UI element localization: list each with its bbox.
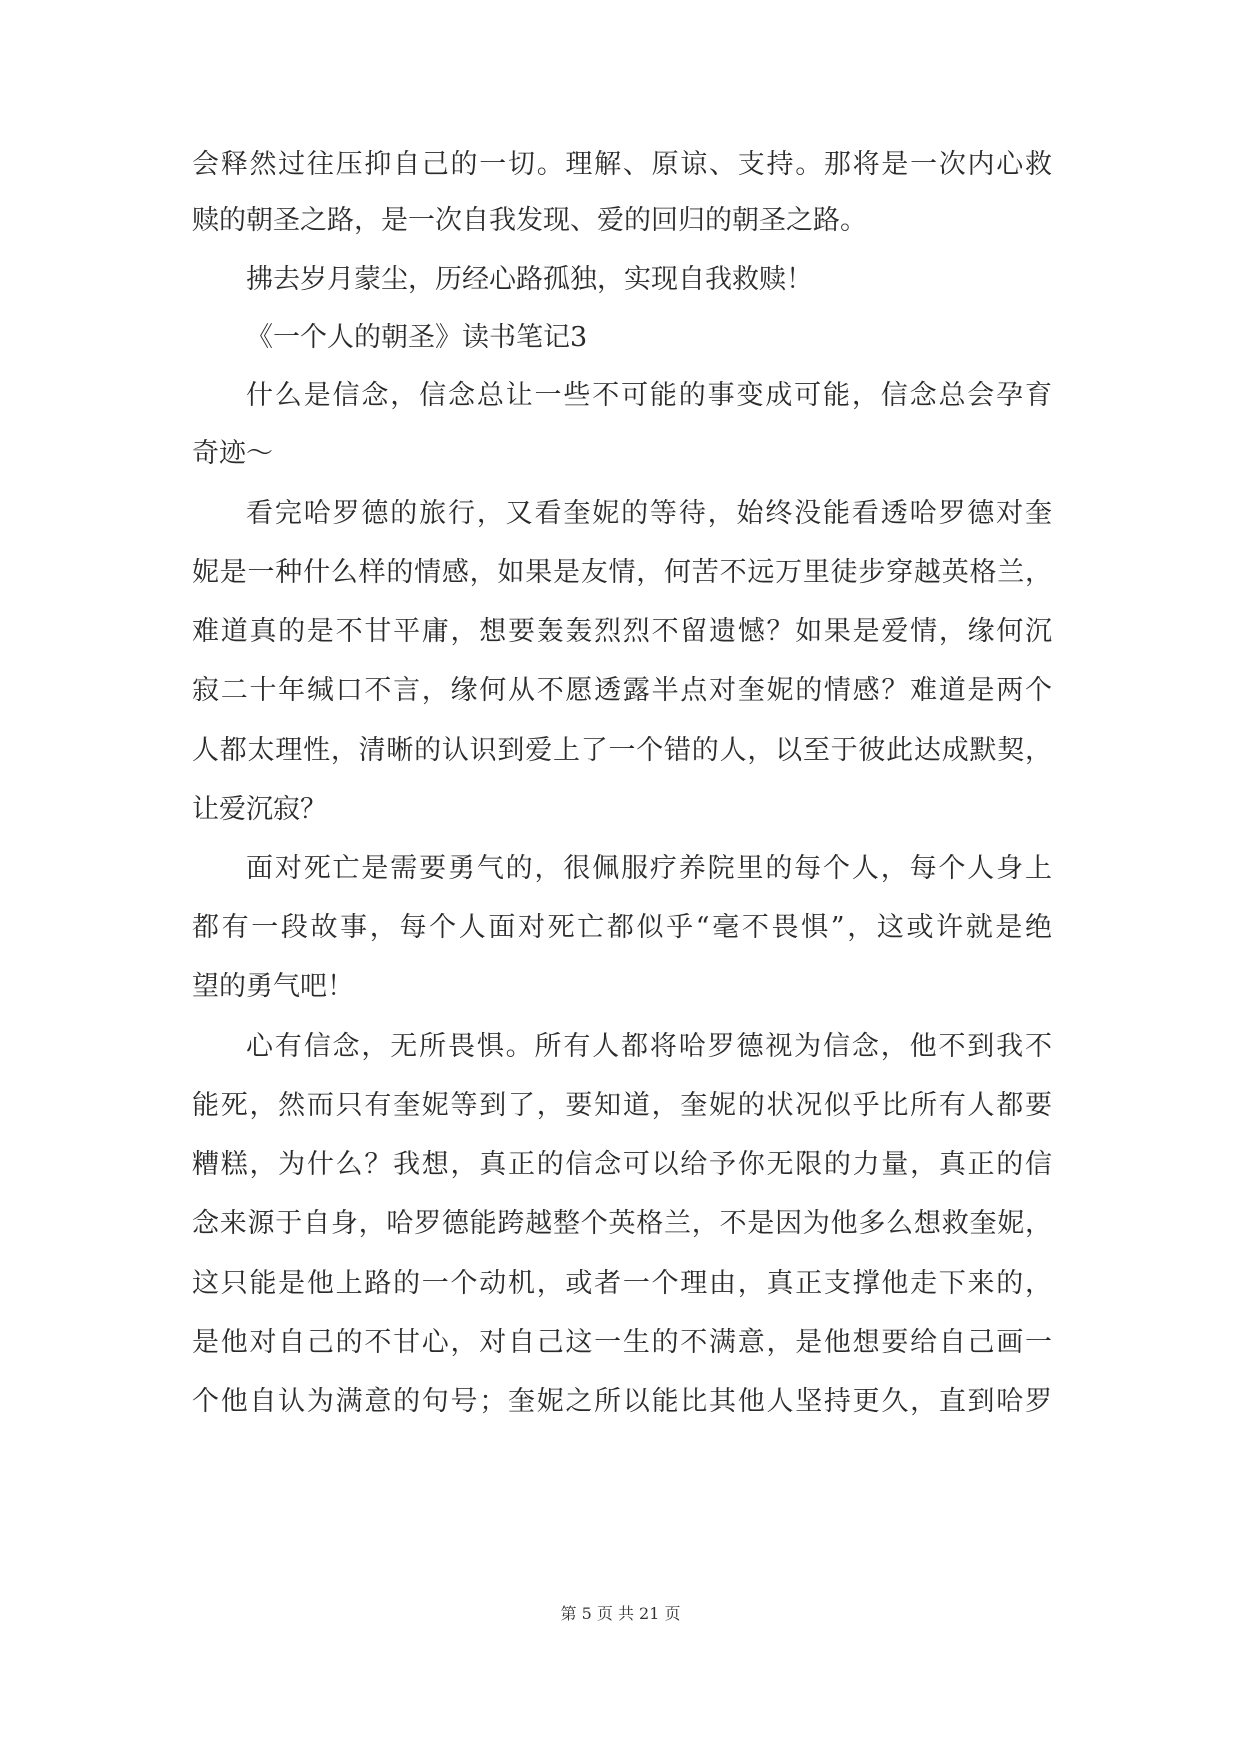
paragraph-line: 妮是一种什么样的情感，如果是友情，何苦不远万里徒步穿越英格兰，	[192, 557, 1052, 588]
paragraph-line: 看完哈罗德的旅行，又看奎妮的等待，始终没能看透哈罗德对奎	[246, 498, 1052, 529]
paragraph-line: 会释然过往压抑自己的一切。理解、原谅、支持。那将是一次内心救	[192, 149, 1052, 180]
paragraph-line: 人都太理性，清晰的认识到爱上了一个错的人，以至于彼此达成默契，	[192, 735, 1052, 766]
paragraph-line: 念来源于自身，哈罗德能跨越整个英格兰，不是因为他多么想救奎妮，	[192, 1208, 1052, 1239]
paragraph-line: 个他自认为满意的句号；奎妮之所以能比其他人坚持更久，直到哈罗	[192, 1386, 1052, 1417]
paragraph-line: 面对死亡是需要勇气的，很佩服疗养院里的每个人，每个人身上	[246, 853, 1052, 884]
section-heading: 《一个人的朝圣》读书笔记3	[246, 322, 588, 353]
paragraph-line: 能死，然而只有奎妮等到了，要知道，奎妮的状况似乎比所有人都要	[192, 1090, 1052, 1121]
paragraph-line: 这只能是他上路的一个动机，或者一个理由，真正支撑他走下来的，	[192, 1268, 1052, 1299]
paragraph-line: 心有信念，无所畏惧。所有人都将哈罗德视为信念，他不到我不	[246, 1031, 1052, 1062]
paragraph-line: 奇迹～	[192, 438, 273, 469]
paragraph-line: 难道真的是不甘平庸，想要轰轰烈烈不留遗憾？如果是爱情，缘何沉	[192, 616, 1052, 647]
page-number-footer: 第 5 页 共 21 页	[560, 1604, 681, 1623]
paragraph-line: 什么是信念，信念总让一些不可能的事变成可能，信念总会孕育	[246, 380, 1052, 411]
paragraph-line: 是他对自己的不甘心，对自己这一生的不满意，是他想要给自己画一	[192, 1327, 1052, 1358]
paragraph-line: 赎的朝圣之路，是一次自我发现、爱的回归的朝圣之路。	[192, 205, 867, 236]
paragraph-line: 都有一段故事，每个人面对死亡都似乎“毫不畏惧”，这或许就是绝	[192, 912, 1052, 943]
paragraph-line: 让爱沉寂？	[192, 794, 327, 825]
paragraph-line: 拂去岁月蒙尘，历经心路孤独，实现自我救赎！	[246, 264, 813, 295]
paragraph-line: 糟糕，为什么？我想，真正的信念可以给予你无限的力量，真正的信	[192, 1149, 1052, 1180]
paragraph-line: 望的勇气吧！	[192, 971, 354, 1002]
paragraph-line: 寂二十年缄口不言，缘何从不愿透露半点对奎妮的情感？难道是两个	[192, 675, 1052, 706]
